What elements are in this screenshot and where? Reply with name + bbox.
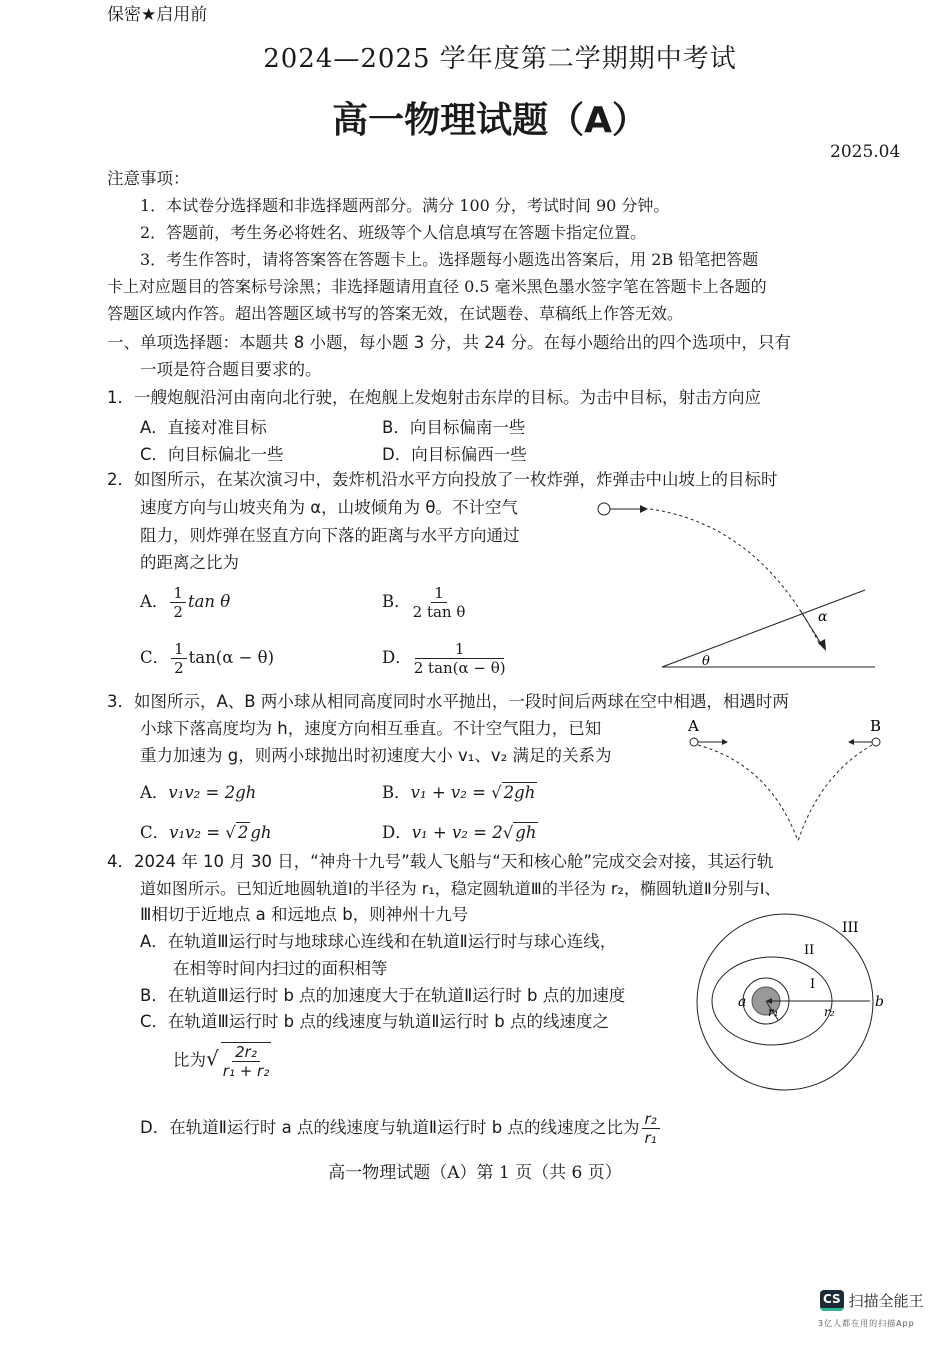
section-heading-cont: 一项是符合题目要求的。 (140, 360, 322, 379)
q3-stem: 重力加速为 g，则两小球抛出时初速度大小 v₁、v₂ 满足的关系为 (140, 746, 612, 765)
notice-line: 1．本试卷分选择题和非选择题两部分。满分 100 分，考试时间 90 分钟。 (140, 196, 670, 215)
exam-date: 2025.04 (830, 142, 901, 162)
q3-stem: 3．如图所示，A、B 两小球从相同高度同时水平抛出，一段时间后两球在空中相遇，相遇时两 (107, 692, 789, 711)
q1-option-a: A．直接对准目标 (140, 418, 267, 437)
q4-stem: 道如图所示。已知近地圆轨道Ⅰ的半径为 r₁，稳定圆轨道Ⅲ的半径为 r₂，椭圆轨道Ⅱ分别与Ⅰ、 (140, 879, 781, 898)
orbit-1-label: I (810, 977, 816, 992)
q3-option-a: A．v₁v₂ = 2gh (140, 783, 257, 802)
slope-line (662, 590, 865, 667)
notice-line: 答题区域内作答。超出答题区域书写的答案无效，在试题卷、草稿纸上作答无效。 (107, 304, 684, 323)
q2-option-c: C． $\frac{1}{2}$ tan(α − θ) (140, 640, 275, 677)
brand-name: 扫描全能王 (848, 1292, 924, 1310)
secret-label: 保密★启用前 (107, 5, 208, 25)
q4-orbit-figure (690, 912, 895, 1092)
q2-stem: 2．如图所示，在某次演习中，轰炸机沿水平方向投放了一枚炸弹，炸弹击中山坡上的目标时 (107, 470, 778, 489)
exam-title: 2024—2025 学年度第二学期期中考试 (263, 44, 737, 74)
orbit-3 (697, 914, 873, 1090)
q2-figure (590, 495, 880, 675)
notice-line: 3．考生作答时，请将答案答在答题卡上。选择题每小题选出答案后，用 2B 铅笔把答题 (140, 250, 759, 269)
notice-line: 2．答题前，考生务必将姓名、班级等个人信息填写在答题卡指定位置。 (140, 223, 647, 242)
r1-label: r₁ (768, 1005, 779, 1019)
ball-b-label: B (870, 717, 882, 735)
q1-option-d: D．向目标偏西一些 (382, 445, 527, 464)
q2-option-d: D． $\frac{1}{2 \tan(\alpha - \theta)}$ (382, 640, 506, 677)
q3-stem: 小球下落高度均为 h，速度方向相互垂直。不计空气阻力，已知 (140, 719, 602, 738)
subject-title: 高一物理试题（A） (332, 100, 648, 141)
orbit-3-label: III (842, 920, 859, 936)
q2-option-b: B． $\frac{1}{\text{2 tan θ}}$ (382, 584, 466, 621)
q4-option-d: D．在轨道Ⅱ运行时 a 点的线速度与轨道Ⅱ运行时 b 点的线速度之比为 $\frac{\text{r₂}}{\text{r₁}}$ (140, 1110, 662, 1147)
q3-figure (680, 715, 890, 845)
q2-stem: 阻力，则炸弹在竖直方向下落的距离与水平方向通过 (140, 526, 520, 545)
plane-icon (598, 503, 610, 515)
q1-option-c: C．向目标偏北一些 (140, 445, 284, 464)
scanner-watermark (820, 1290, 924, 1311)
q3-option-d: D．v₁ + v₂ = 2√ gh (382, 823, 537, 842)
q1-stem: 1．一艘炮舰沿河由南向北行驶，在炮舰上发炮射击东岸的目标。为击中目标，射击方向应 (107, 388, 761, 407)
theta-label: θ (702, 654, 710, 669)
q2-option-a: A． $\frac{1}{2}$ tan θ (140, 584, 231, 621)
section-heading: 一、单项选择题：本题共 8 小题，每小题 3 分，共 24 分。在每小题给出的四个选项中，只有 (107, 333, 791, 352)
q1-option-b: B．向目标偏南一些 (382, 418, 526, 437)
q4-option-b: B．在轨道Ⅲ运行时 b 点的加速度大于在轨道Ⅱ运行时 b 点的加速度 (140, 986, 626, 1005)
watermark-tagline: 3亿人都在用的扫描App (818, 1319, 915, 1328)
r2-label: r₂ (824, 1005, 835, 1019)
q4-option-a-cont: 在相等时间内扫过的面积相等 (173, 959, 388, 978)
notice-line: 卡上对应题目的答案标号涂黑；非选择题请用直径 0.5 毫米黑色墨水签字笔在答题卡上各题的 (107, 277, 767, 296)
point-a-label: a (738, 994, 747, 1010)
q4-option-c: C．在轨道Ⅲ运行时 b 点的线速度与轨道Ⅱ运行时 b 点的线速度之 (140, 1012, 609, 1031)
cs-logo-icon: CS (820, 1290, 844, 1311)
q4-option-a: A．在轨道Ⅲ运行时与地球球心连线和在轨道Ⅱ运行时与球心连线， (140, 932, 617, 951)
q4-stem: Ⅲ相切于近地点 a 和远地点 b，则神州十九号 (140, 905, 469, 924)
q4-option-c-value: 比为√ $\frac{\text{2r₂}}{\text{r₁ + r₂}}$ (173, 1043, 270, 1080)
q2-stem: 速度方向与山坡夹角为 α，山坡倾角为 θ。不计空气 (140, 498, 518, 517)
q3-option-c: C．v₁v₂ = √ 2 gh (140, 823, 272, 842)
bomb-trajectory (650, 509, 820, 645)
ball-a-label: A (688, 717, 699, 735)
notice-heading: 注意事项： (107, 169, 190, 188)
point-b-label: b (875, 994, 884, 1010)
alpha-label: α (818, 609, 828, 625)
q4-stem: 4．2024 年 10 月 30 日，“神舟十九号”载人飞船与“天和核心舱”完成交会对接，其运行轨 (107, 852, 774, 871)
orbit-2-label: II (804, 943, 815, 958)
q3-option-b: B．v₁ + v₂ = √ 2gh (382, 783, 536, 802)
q2-stem: 的距离之比为 (140, 553, 239, 572)
page-footer: 高一物理试题（A）第 1 页（共 6 页） (328, 1163, 622, 1183)
